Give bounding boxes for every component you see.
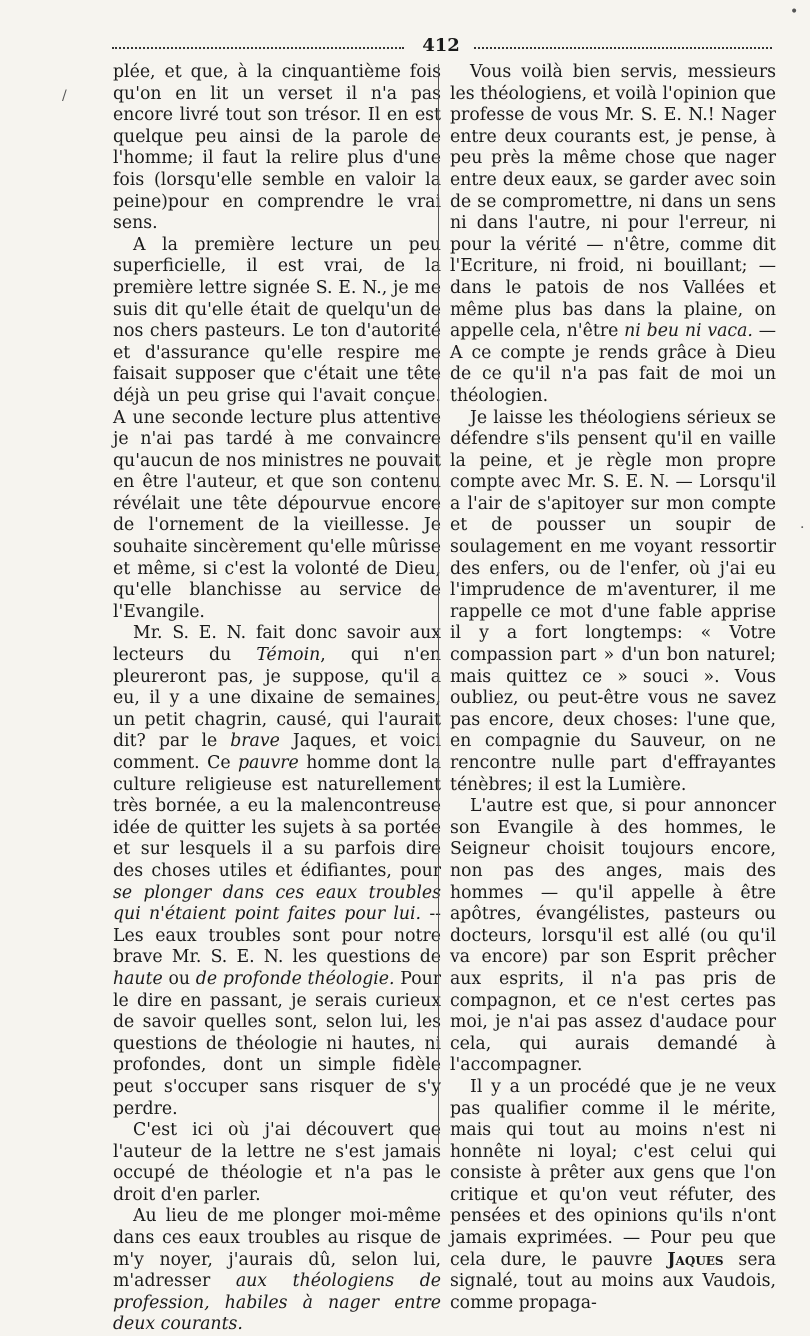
paragraph: Je laisse les théologiens sérieux se défendre s'ils pensent qu'il en vaille la peine, et je règle mon propre compte avec Mr. S. E. N. — Lorsqu'il a l'air de s'apitoyer sur mon compte et de pousser un soupir de soulagement en me voyant ressortir des enfers, ou de l'enfer, où j'ai eu l'imprudence de m'aventurer, il me rappelle ce mot d'une fable apprise il y a fort longtemps: « Votre compassion part » d'un bon naturel; mais quittez ce » souci ». Vous oubliez, ou peut-être vous ne savez pas encore, deux choses: l'une que, en compagnie du Sauveur, on ne rencontre nulle part d'effrayantes ténèbres; il est la Lumière. [450,407,776,795]
paragraph: Il y a un procédé que je ne veux pas qualifier comme il le mérite, mais qui tout au moins n'est ni honnête ni loyal; c'est celui qui consiste à prêter aux gens que l'on critique et qu'on veut réfuter, des pensées et des opinions qu'ils n'ont jamais exprimées. — Pour peu que cela dure, le pauvre Jaques sera signalé, tout au moins aux Vaudois, comme propaga- [450,1076,776,1313]
paragraph: Au lieu de me plonger moi-même dans ces eaux troubles au risque de m'y noyer, j'aurais dû, selon lui, m'adresser aux théologiens de profession, habiles à nager entre deux courants. [113,1206,441,1335]
page-header [112,34,772,58]
paragraph: L'autre est que, si pour annoncer son Evangile à des hommes, le Seigneur choisit toujours encore, non pas des anges, mais des hommes — qu'il appelle à être apôtres, évangélistes, pasteurs ou docteurs, lorsqu'il est allé (ou qu'il va encore) par son Esprit prêcher aux esprits, il n'a pas pris de compagnon, et ce n'est certes pas moi, je n'ai pas assez d'audace pour cela, qui aurais demandé à l'accompagner. [450,796,776,1076]
paragraph: C'est ici où j'ai découvert que l'auteur de la lettre ne s'est jamais occupé de théologie et n'a pas le droit d'en parler. [113,1120,441,1205]
left-column [113,62,441,1336]
header-rule-right [474,47,772,49]
margin-dot: • [790,4,799,20]
margin-dot: · [800,520,805,536]
page-number: 412 [422,35,460,56]
paragraph: Mr. S. E. N. fait donc savoir aux lecteurs du Témoin, qui n'en pleureront pas, je suppose, qu'il a eu, il y a une dixaine de semaines, un petit chagrin, causé, qui l'aurait dit? par le brave Jaques, et voici comment. Ce pauvre homme dont la culture religieuse est naturellement très bornée, a eu la malencontreuse idée de quitter les sujets à sa portée et sur lesquels il a su parfois dire des choses utiles et édifiantes, pour se plonger dans ces eaux troubles qui n'étaient point faites pour lui. -- Les eaux troubles sont pour notre brave Mr. S. E. N. les questions de haute ou de profonde théologie. Pour le dire en passant, je serais curieux de savoir quelles sont, selon lui, les questions de théologie ni hautes, ni profondes, dont un simple fidèle peut s'occuper sans risquer de s'y perdre. [113,623,441,1119]
right-column [450,62,776,1314]
paragraph: Vous voilà bien servis, messieurs les théologiens, et voilà l'opinion que professe de vous Mr. S. E. N.! Nager entre deux courants est, je pense, à peu près la même chose que nager entre deux eaux, se garder avec soin de se compromettre, ni dans un sens ni dans l'autre, ni pour l'erreur, ni pour la vérité — n'être, comme dit l'Ecriture, ni froid, ni bouillant; — dans le patois de nos Vallées et même plus bas dans la plaine, on appelle cela, n'être ni beu ni vaca. — A ce compte je rends grâce à Dieu de ce qu'il n'a pas fait de moi un théologien. [450,62,776,406]
paragraph: plée, et que, à la cinquantième fois qu'on en lit un verset il n'a pas encore livré tout son trésor. Il en est quelque peu ainsi de la parole de l'homme; il faut la relire plus d'une fois (lorsqu'elle semble en valoir la peine)pour en comprendre le vrai sens. [113,62,441,234]
paragraph: A la première lecture un peu superficielle, il est vrai, de la première lettre signée S. E. N., je me suis dit qu'elle était de quelqu'un de nos chers pasteurs. Le ton d'autorité et d'assurance qu'elle respire me faisait supposer que c'était une tête déjà un peu grise qui l'avait conçue. A une seconde lecture plus attentive je n'ai pas tardé à me convaincre qu'aucun de nos ministres ne pouvait en être l'auteur, et que son contenu révélait une tête dépourvue encore de l'ornement de la vieillesse. Je souhaite sincèrement qu'elle mûrisse et même, si c'est la volonté de Dieu, qu'elle blanchisse au service de l'Evangile. [113,234,441,622]
margin-mark: / [62,88,67,104]
column-divider [438,64,439,1144]
header-rule-left [112,47,404,49]
